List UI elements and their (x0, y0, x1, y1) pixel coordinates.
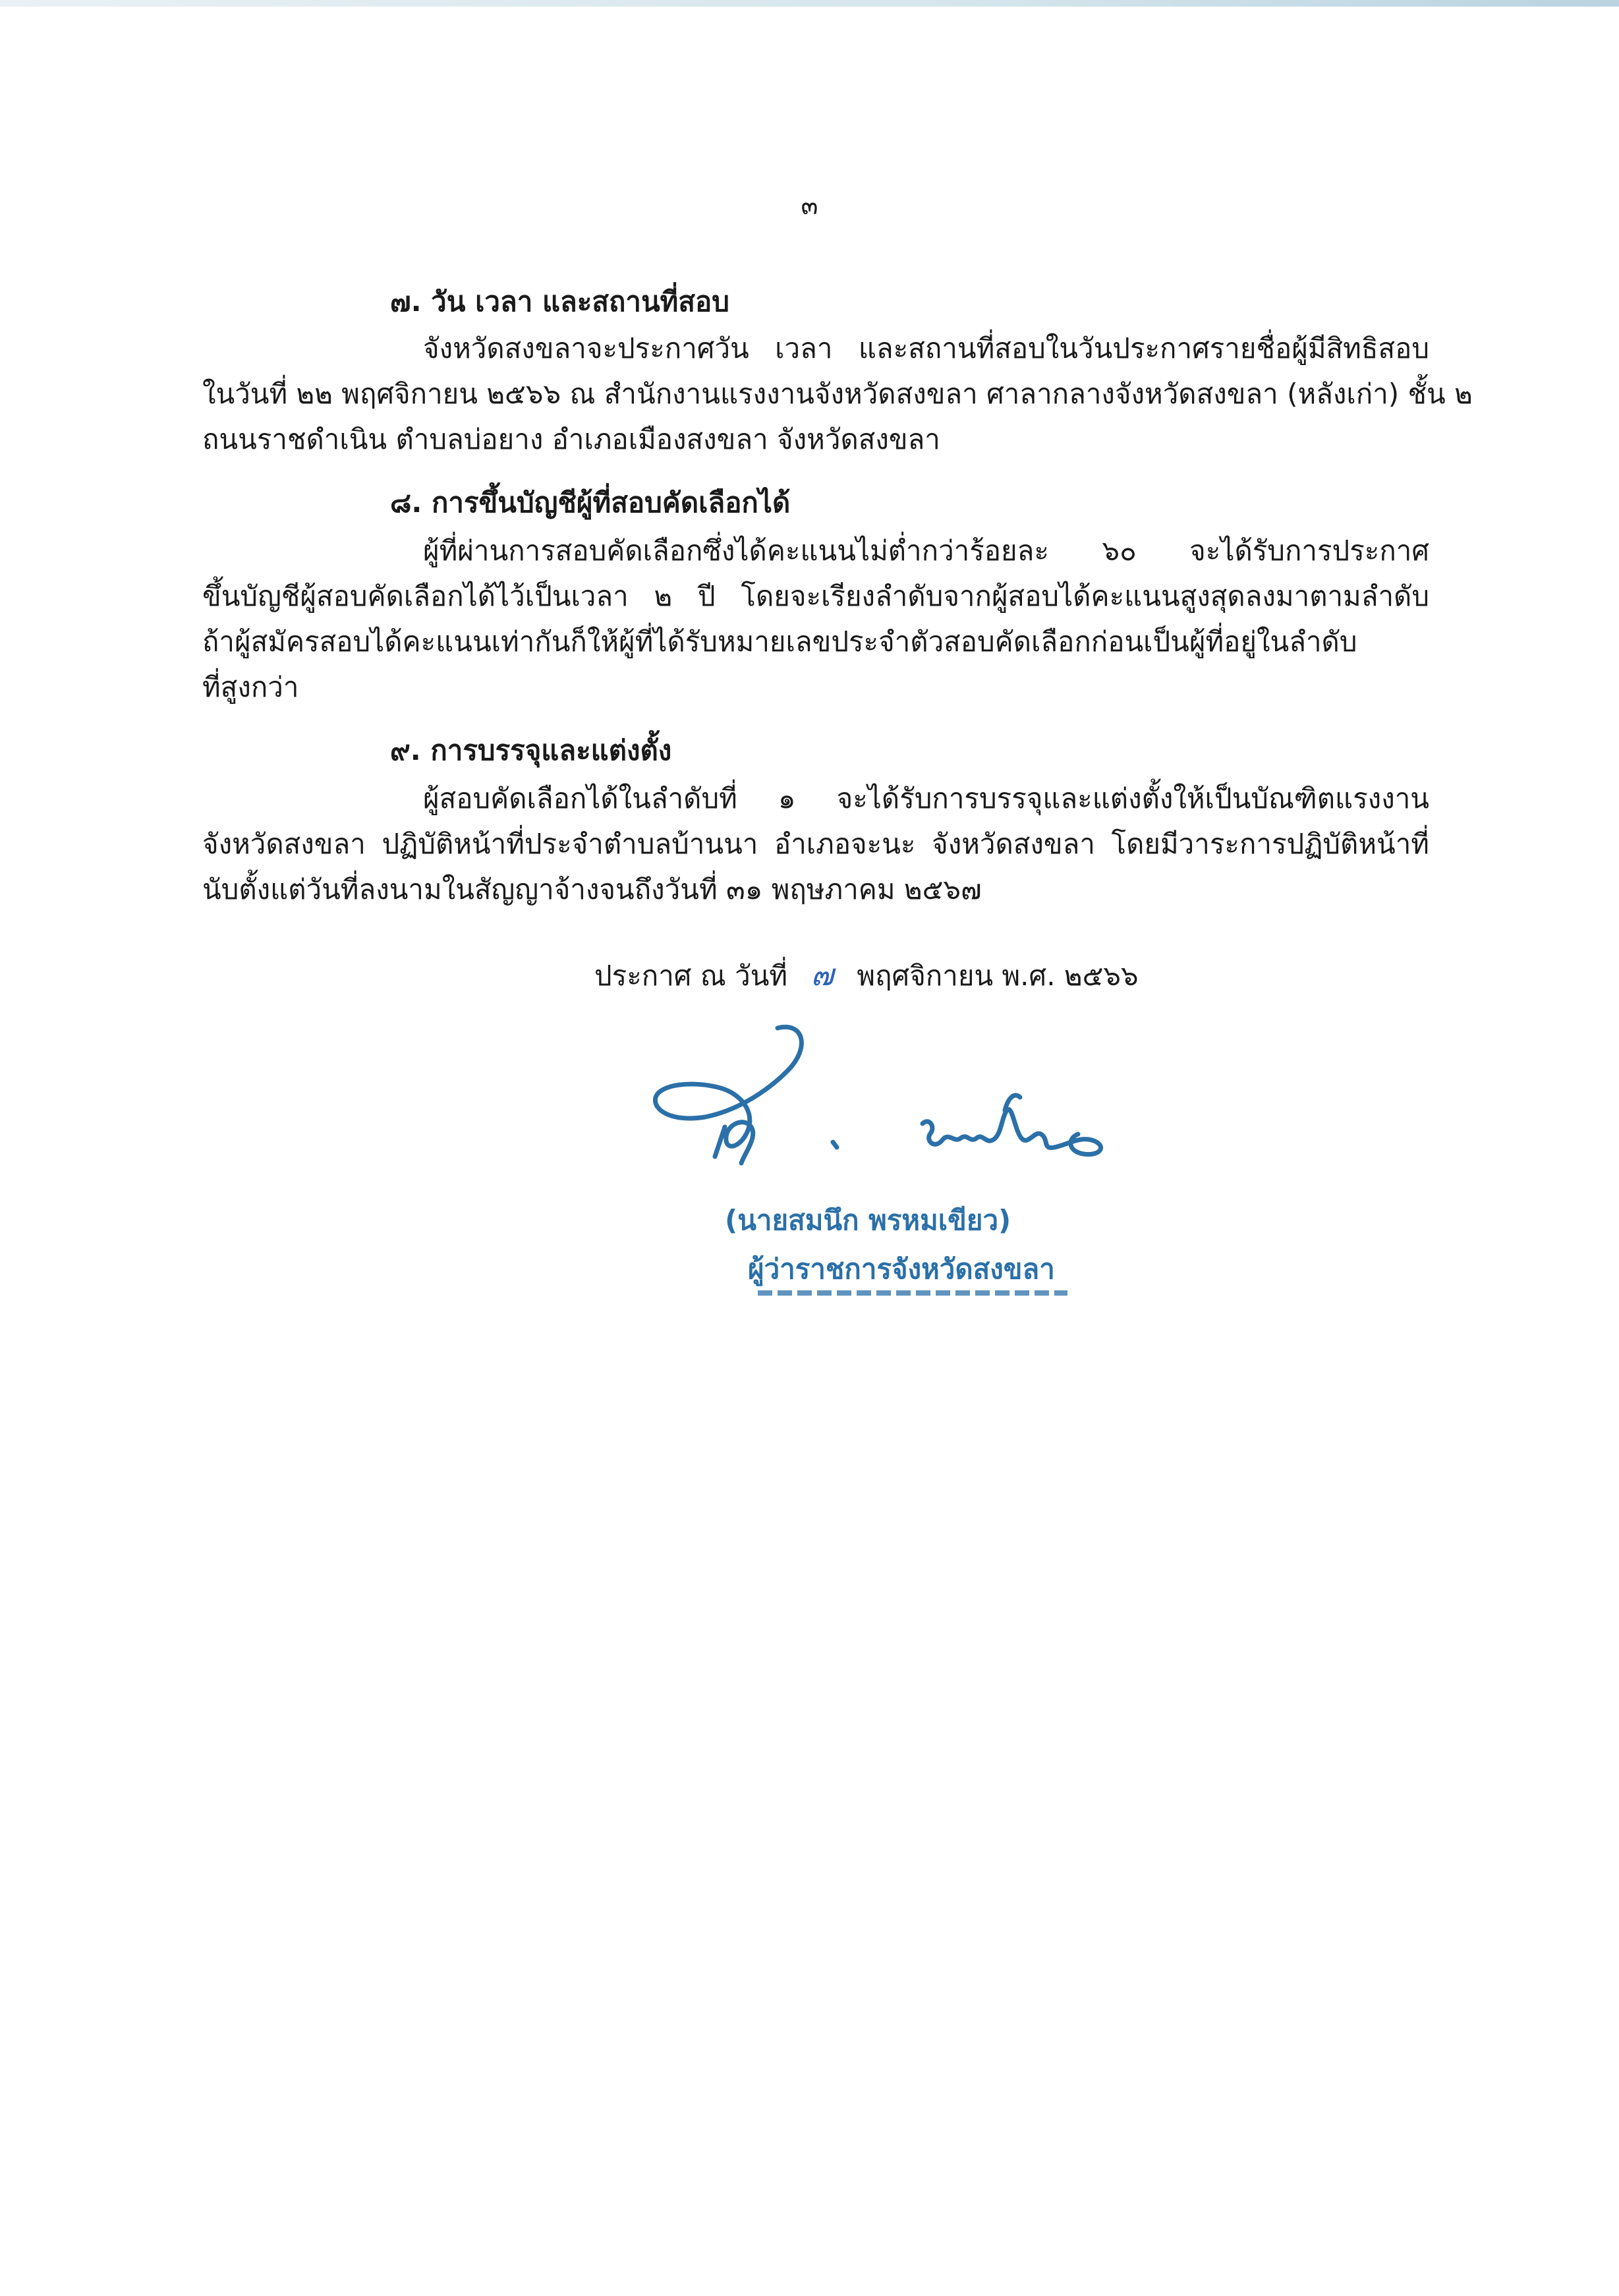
signatory-position: ผู้ว่าราชการจังหวัดสงขลา (748, 1253, 1055, 1285)
announcement-date (594, 955, 1139, 996)
announcement-prefix: ประกาศ ณ วันที่ (594, 960, 788, 992)
section-7-line-3: ถนนราชดำเนิน ตำบลบ่อยาง อำเภอเมืองสงขลา จังหวัดสงขลา (202, 423, 940, 455)
signatory-name: (นายสมนึก พรหมเขียว) (725, 1204, 1011, 1236)
section-7-line-1: จังหวัดสงขลาจะประกาศวัน เวลา และสถานที่สอบในวันประกาศรายชื่อผู้มีสิทธิสอบ (423, 332, 1429, 364)
handwritten-signature (646, 1018, 1120, 1176)
section-7-heading: ๗. วัน เวลา และสถานที่สอบ (390, 285, 729, 318)
section-9-line-3: นับตั้งแต่วันที่ลงนามในสัญญาจ้างจนถึงวันที่ ๓๑ พฤษภาคม ๒๕๖๗ (202, 873, 982, 905)
section-7-line-2: ในวันที่ ๒๒ พฤศจิกายน ๒๕๖๖ ณ สำนักงานแรงงานจังหวัดสงขลา ศาลากลางจังหวัดสงขลา (หลังเก่า) ชั้น ๒ (202, 378, 1473, 410)
stamp-underline (758, 1290, 1067, 1296)
section-9-line-2: จังหวัดสงขลา ปฏิบัติหน้าที่ประจำตำบลบ้านนา อำเภอจะนะ จังหวัดสงขลา โดยมีวาระการปฏิบัติหน้าที่ (202, 828, 1429, 860)
section-8-heading: ๘. การขึ้นบัญชีผู้ที่สอบคัดเลือกได้ (390, 486, 791, 519)
section-9-heading: ๙. การบรรจุและแต่งตั้ง (390, 734, 672, 766)
scan-top-edge (0, 0, 1619, 7)
section-9-line-1: ผู้สอบคัดเลือกได้ในลำดับที่ ๑ จะได้รับการบรรจุและแต่งตั้งให้เป็นบัณฑิตแรงงาน (423, 782, 1429, 815)
handwritten-day: ๗ (810, 957, 834, 992)
section-8-line-1: ผู้ที่ผ่านการสอบคัดเลือกซึ่งได้คะแนนไม่ต่ำกว่าร้อยละ ๖๐ จะได้รับการประกาศ (423, 534, 1429, 567)
announcement-suffix: พฤศจิกายน พ.ศ. ๒๕๖๖ (857, 960, 1139, 992)
section-8-line-2: ขึ้นบัญชีผู้สอบคัดเลือกได้ไว้เป็นเวลา ๒ ปี โดยจะเรียงลำดับจากผู้สอบได้คะแนนสูงสุดลงมาตามลำดับ (202, 580, 1429, 612)
section-8-line-4: ที่สูงกว่า (202, 671, 299, 703)
section-8-line-3: ถ้าผู้สมัครสอบได้คะแนนเท่ากันก็ให้ผู้ที่ได้รับหมายเลขประจำตัวสอบคัดเลือกก่อนเป็นผู้ที่อยู่ในลำดับ (202, 625, 1357, 658)
page-number: ๓ (801, 191, 818, 220)
